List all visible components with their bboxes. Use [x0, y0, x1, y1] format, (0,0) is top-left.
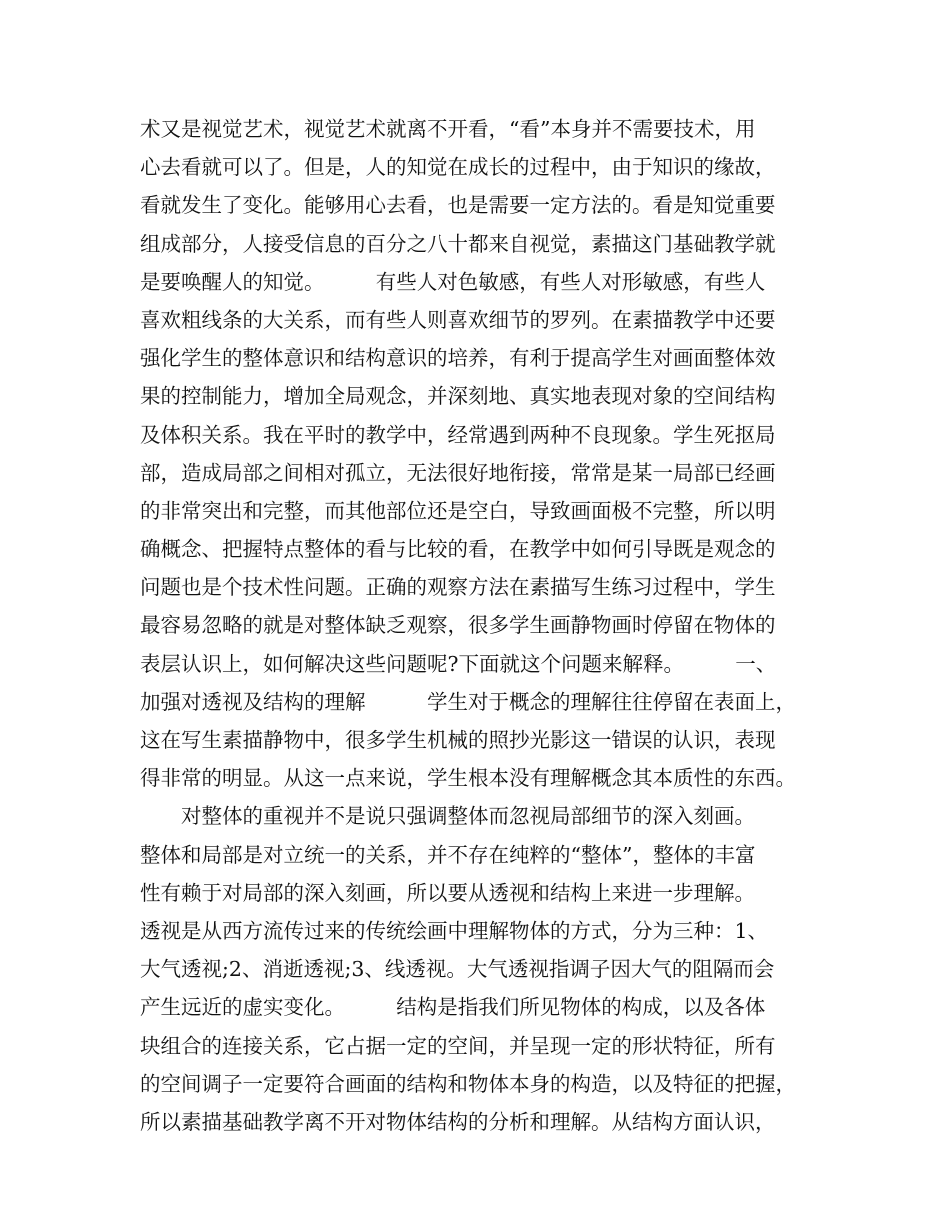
text-line-26: 的空间调子一定要符合画面的结构和物体本身的构造，以及特征的把握，: [140, 1071, 796, 1096]
text-line-13: 问题也是个技术性问题。正确的观察方法在素描写生练习过程中，学生: [140, 575, 776, 600]
text-line-4: 组成部分，人接受信息的百分之八十都来自视觉，素描这门基础教学就: [140, 231, 776, 256]
text-line-25: 块组合的连接关系，它占据一定的空间，并呈现一定的形状特征，所有: [140, 1033, 776, 1058]
text-line-15: 表层认识上，如何解决这些问题呢?下面就这个问题来解释。 一、: [140, 651, 777, 676]
text-line-7: 强化学生的整体意识和结构意识的培养，有利于提高学生对画面整体效: [140, 346, 776, 371]
text-line-17: 这在写生素描静物中，很多学生机械的照抄光影这一错误的认识，表现: [140, 728, 776, 752]
text-line-18: 得非常的明显。从这一点来说，学生根本没有理解概念其本质性的东西。: [140, 766, 796, 791]
text-line-27: 所以素描基础教学离不开对物体结构的分析和理解。从结构方面认识，: [140, 1109, 776, 1134]
text-line-14: 最容易忽略的就是对整体缺乏观察，很多学生画静物画时停留在物体的: [140, 613, 776, 638]
text-line-3: 看就发生了变化。能够用心去看，也是需要一定方法的。看是知觉重要: [140, 193, 776, 218]
text-line-24: 产生远近的虚实变化。 结构是指我们所见物体的构成，以及各体: [140, 995, 766, 1020]
text-line-20: 整体和局部是对立统一的关系，并不存在纯粹的“整体”，整体的丰富: [140, 842, 756, 867]
text-line-9: 及体积关系。我在平时的教学中，经常遇到两种不良现象。学生死抠局: [140, 422, 776, 447]
text-line-5: 是要唤醒人的知觉。 有些人对色敏感，有些人对形敏感，有些人: [140, 269, 766, 294]
text-line-21: 性有赖于对局部的深入刻画，所以要从透视和结构上来进一步理解。: [140, 880, 755, 905]
text-line-1: 术又是视觉艺术，视觉艺术就离不开看，“看”本身并不需要技术，用: [140, 117, 756, 141]
text-line-19: 对整体的重视并不是说只强调整体而忽视局部细节的深入刻画。: [140, 804, 755, 829]
text-line-10: 部，造成局部之间相对孤立，无法很好地衔接，常常是某一局部已经画: [140, 460, 776, 485]
text-line-22: 透视是从西方流传过来的传统绘画中理解物体的方式，分为三种：1、: [140, 918, 769, 943]
text-line-12: 确概念、把握特点整体的看与比较的看，在教学中如何引导既是观念的: [140, 537, 776, 562]
text-line-23: 大气透视;2、消逝透视;3、线透视。大气透视指调子因大气的阻隔而会: [140, 957, 775, 982]
text-line-16: 加强对透视及结构的理解 学生对于概念的理解往往停留在表面上，: [140, 689, 796, 714]
body-text: [140, 110, 825, 1141]
text-line-11: 的非常突出和完整，而其他部位还是空白，导致画面极不完整，所以明: [140, 498, 776, 523]
text-line-2: 心去看就可以了。但是，人的知觉在成长的过程中，由于知识的缘故，: [140, 155, 776, 180]
text-line-6: 喜欢粗线条的大关系，而有些人则喜欢细节的罗列。在素描教学中还要: [140, 307, 776, 332]
text-line-8: 果的控制能力，增加全局观念，并深刻地、真实地表现对象的空间结构: [140, 384, 776, 409]
